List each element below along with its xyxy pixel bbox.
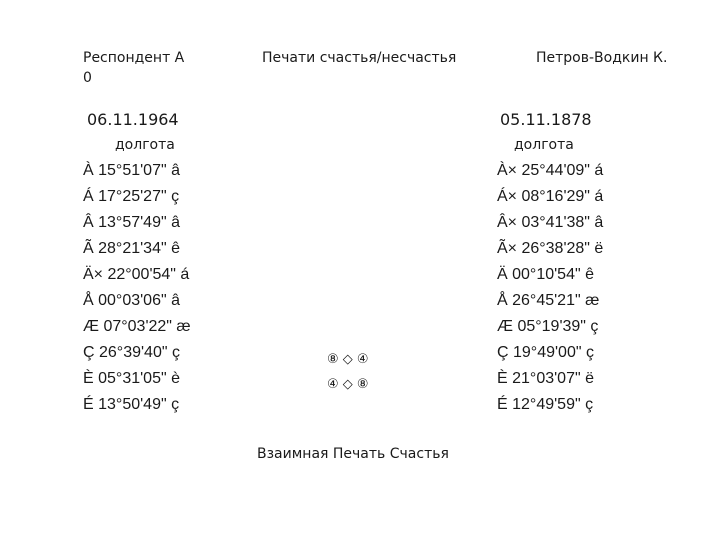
- respondent-label: Респондент А: [83, 50, 185, 66]
- left-row: Á 17°25'27" ç: [83, 188, 180, 205]
- right-row: Ç 19°49'00" ç: [497, 344, 594, 361]
- left-date: 06.11.1964: [87, 110, 179, 129]
- right-row: À× 25°44'09" á: [497, 162, 604, 179]
- left-row: Å 00°03'06" â: [83, 292, 180, 309]
- right-row: Ã× 26°38'28" ë: [497, 240, 604, 257]
- left-row: À 15°51'07" â: [83, 162, 180, 179]
- left-longitude-label: долгота: [115, 137, 175, 153]
- right-row: Æ 05°19'39" ç: [497, 318, 599, 335]
- respondent-number: 0: [83, 70, 92, 86]
- right-row: È 21°03'07" ë: [497, 370, 594, 387]
- left-row: Ã 28°21'34" ê: [83, 240, 180, 257]
- right-row: Á× 08°16'29" á: [497, 188, 604, 205]
- left-row: É 13°50'49" ç: [83, 396, 180, 413]
- right-row: É 12°49'59" ç: [497, 396, 594, 413]
- left-row: È 05°31'05" è: [83, 370, 180, 387]
- right-longitude-label: долгота: [514, 137, 574, 153]
- left-row: Æ 07°03'22" æ: [83, 318, 191, 335]
- left-row: Ä× 22°00'54" á: [83, 266, 190, 283]
- page-title: Печати счастья/несчастья: [262, 50, 457, 66]
- right-row: Å 26°45'21" æ: [497, 292, 600, 309]
- seal-symbols-line-2: ④ ◇ ⑧: [327, 377, 369, 392]
- left-row: Â 13°57'49" â: [83, 214, 180, 231]
- right-date: 05.11.1878: [500, 110, 592, 129]
- right-row: Ä 00°10'54" ê: [497, 266, 594, 283]
- person-name: Петров-Водкин К.: [536, 50, 668, 66]
- right-row: Â× 03°41'38" â: [497, 214, 604, 231]
- mutual-seal-label: Взаимная Печать Счастья: [257, 446, 449, 462]
- seal-symbols-line-1: ⑧ ◇ ④: [327, 352, 369, 367]
- left-row: Ç 26°39'40" ç: [83, 344, 180, 361]
